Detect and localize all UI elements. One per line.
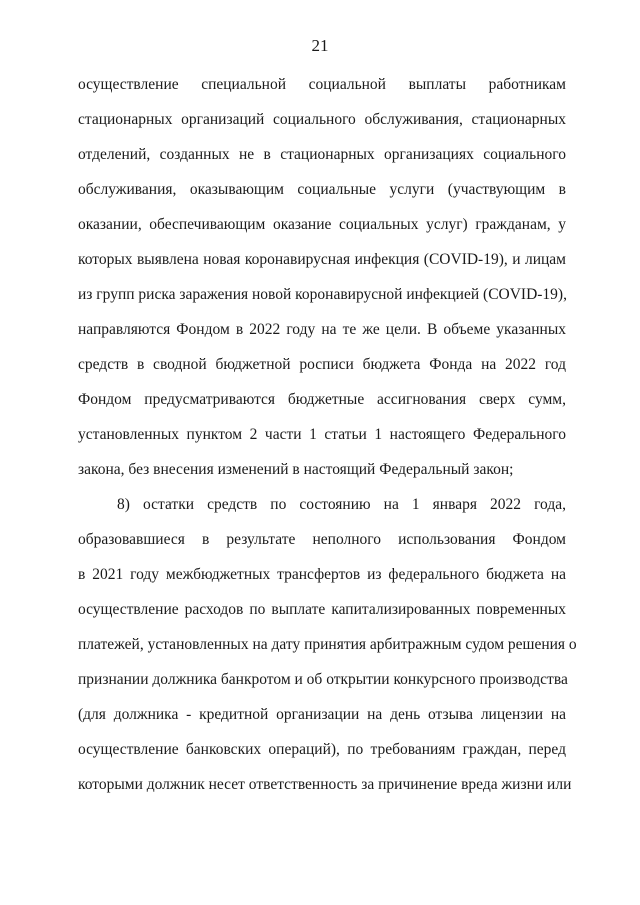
text-line: обслуживания, оказывающим социальные услуги (участвующим в xyxy=(78,181,566,198)
text-line: (для должника - кредитной организации на день отзыва лицензии на xyxy=(78,706,566,723)
text-line: осуществление специальной социальной выплаты работникам xyxy=(78,76,566,93)
text-line: платежей, установленных на дату принятия арбитражным судом решения о xyxy=(78,636,577,653)
text-line: средств в сводной бюджетной росписи бюджета Фонда на 2022 год xyxy=(78,356,566,373)
text-line: которых выявлена новая коронавирусная инфекция (COVID-19), и лицам xyxy=(78,251,566,268)
text-line: отделений, созданных не в стационарных организациях социального xyxy=(78,146,566,163)
text-line: направляются Фондом в 2022 году на те же цели. В объеме указанных xyxy=(78,321,566,338)
text-line: которыми должник несет ответственность за причинение вреда жизни или xyxy=(78,776,572,793)
text-line: 8) остатки средств по состоянию на 1 января 2022 года, xyxy=(117,496,566,513)
text-line: оказании, обеспечивающим оказание социальных услуг) гражданам, у xyxy=(78,216,566,233)
text-line: из групп риска заражения новой коронавирусной инфекцией (COVID-19), xyxy=(78,286,567,303)
text-line: установленных пунктом 2 части 1 статьи 1 настоящего Федерального xyxy=(78,426,566,443)
text-line: образовавшиеся в результате неполного использования Фондом xyxy=(78,531,566,548)
text-line: осуществление банковских операций), по требованиям граждан, перед xyxy=(78,741,566,758)
text-line: в 2021 году межбюджетных трансфертов из федерального бюджета на xyxy=(78,566,566,583)
page-number: 21 xyxy=(311,36,329,55)
text-line: осуществление расходов по выплате капитализированных повременных xyxy=(78,601,566,618)
text-line: стационарных организаций социального обслуживания, стационарных xyxy=(78,111,566,128)
text-line: закона, без внесения изменений в настоящий Федеральный закон; xyxy=(78,461,514,478)
text-line: Фондом предусматриваются бюджетные ассигнования сверх сумм, xyxy=(78,391,566,408)
text-line: признании должника банкротом и об открытии конкурсного производства xyxy=(78,671,568,688)
